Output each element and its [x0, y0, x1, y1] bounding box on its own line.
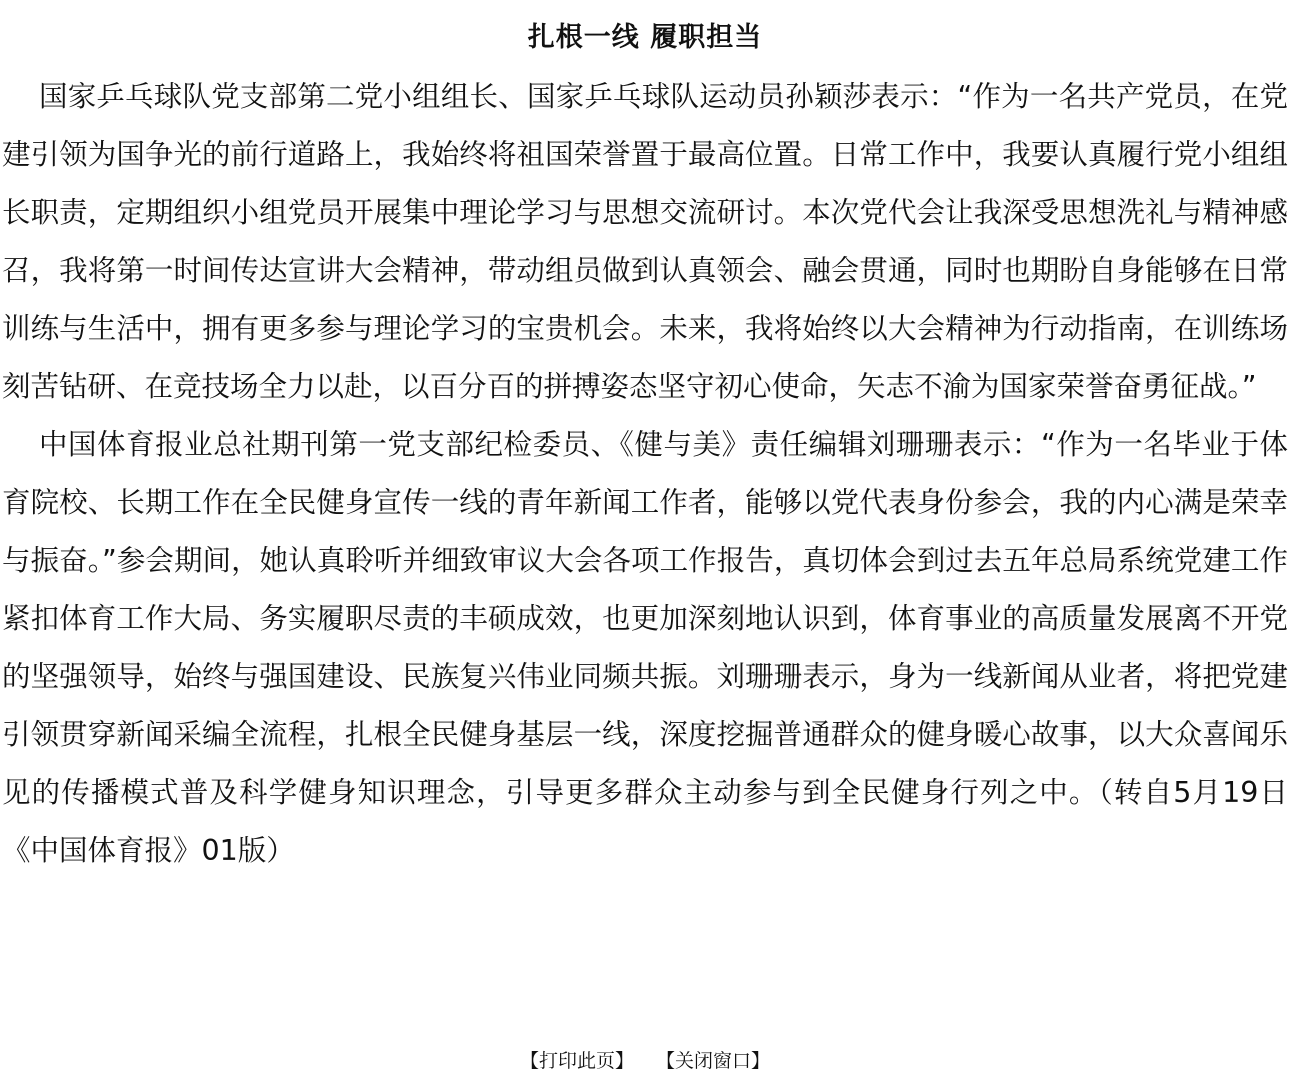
- article-body: [2, 68, 1288, 880]
- article-title: 扎根一线 履职担当: [527, 22, 763, 53]
- print-page-link[interactable]: 【打印此页】: [519, 1050, 634, 1072]
- article-paragraph-1: 国家乒乓球队党支部第二党小组组长、国家乒乓球队运动员孙颖莎表示：“作为一名共产党员，在党建引领为国争光的前行道路上，我始终将祖国荣誉置于最高位置。日常工作中，我要认真履行党小组组长职责，定期组织小组党员开展集中理论学习与思想交流研讨。本次党代会让我深受思想洗礼与精神感召，我将第一时间传达宣讲大会精神，带动组员做到认真领会、融会贯通，同时也期盼自身能够在日常训练与生活中，拥有更多参与理论学习的宝贵机会。未来，我将始终以大会精神为行动指南，在训练场刻苦钻研、在竞技场全力以赴，以百分百的拼搏姿态坚守初心使命，矢志不渝为国家荣誉奋勇征战。”: [2, 80, 1288, 403]
- close-window-link[interactable]: 【关闭窗口】: [656, 1050, 771, 1072]
- article-paragraph-2: 中国体育报业总社期刊第一党支部纪检委员、《健与美》责任编辑刘珊珊表示：“作为一名毕业于体育院校、长期工作在全民健身宣传一线的青年新闻工作者，能够以党代表身份参会，我的内心满是荣幸与振奋。”参会期间，她认真聆听并细致审议大会各项工作报告，真切体会到过去五年总局系统党建工作紧扣体育工作大局、务实履职尽责的丰硕成效，也更加深刻地认识到，体育事业的高质量发展离不开党的坚强领导，始终与强国建设、民族复兴伟业同频共振。刘珊珊表示，身为一线新闻从业者，将把党建引领贯穿新闻采编全流程，扎根全民健身基层一线，深度挖掘普通群众的健身暖心故事，以大众喜闻乐见的传播模式普及科学健身知识理念，引导更多群众主动参与到全民健身行列之中。（转自5月19日《中国体育报》01版）: [2, 428, 1288, 867]
- page-footer: [0, 1044, 1290, 1078]
